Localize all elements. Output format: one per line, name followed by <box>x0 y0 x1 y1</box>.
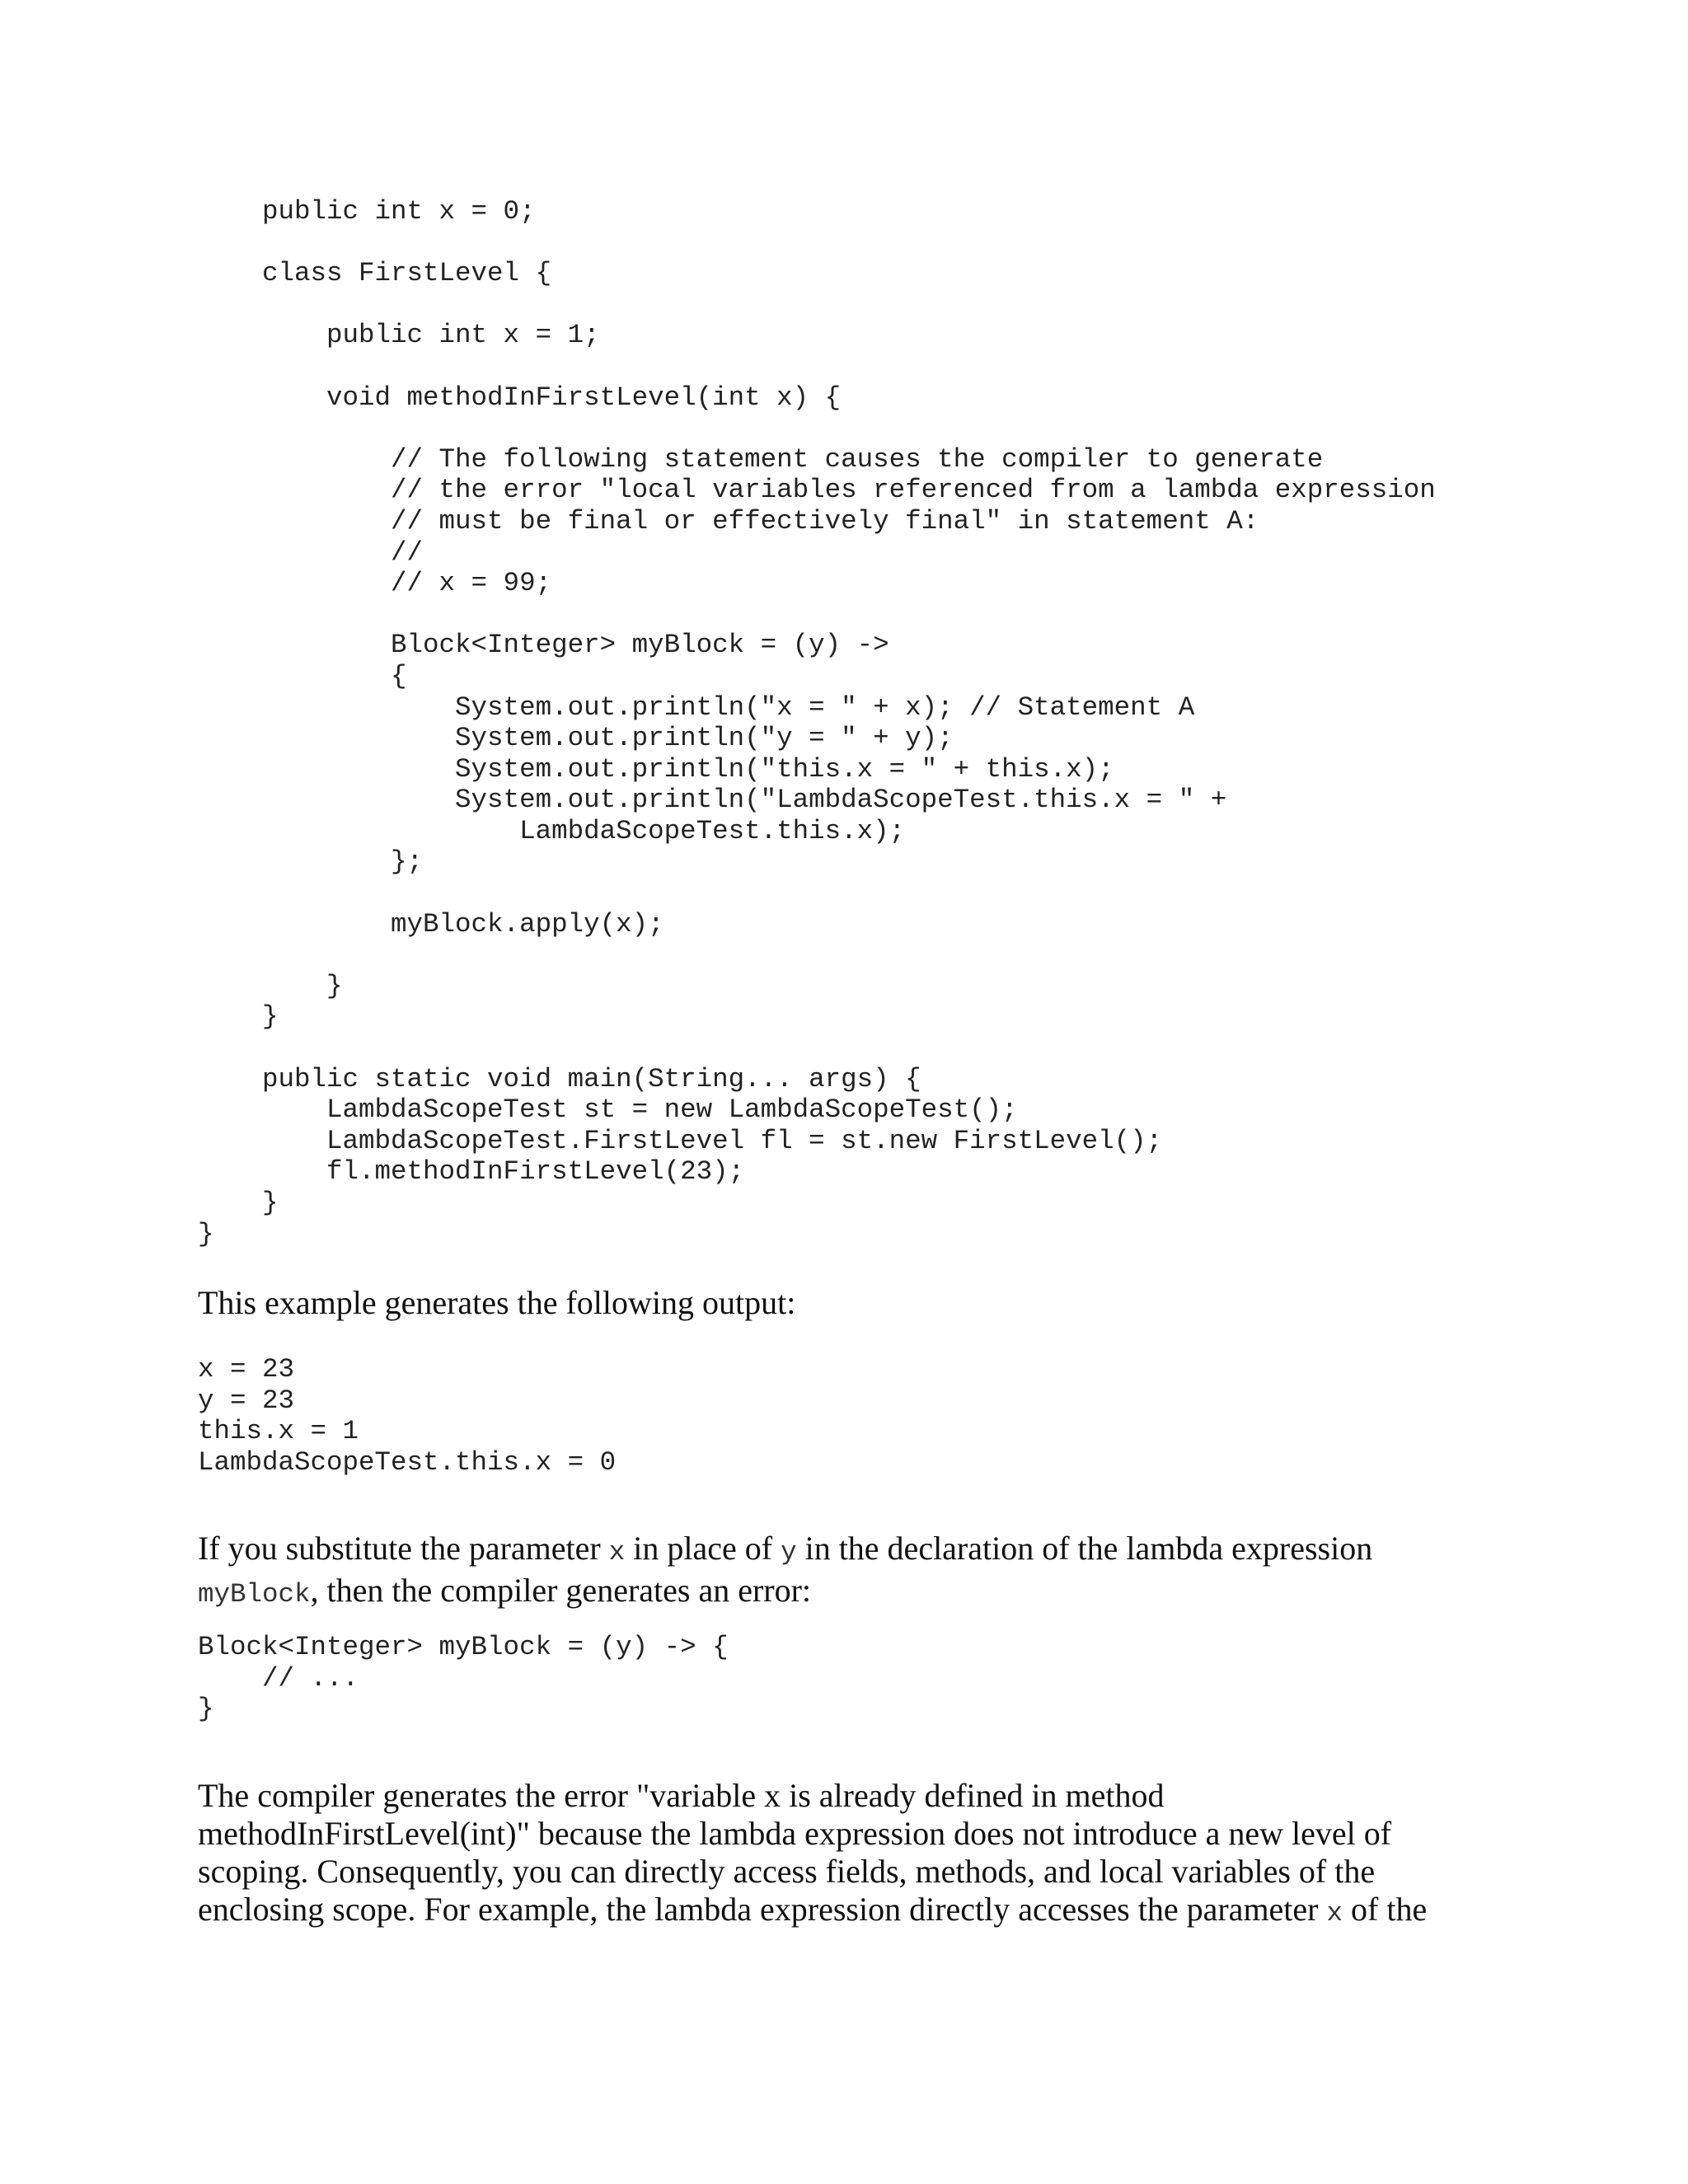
code-line <box>198 940 1436 971</box>
output-code <box>198 1354 616 1478</box>
code-line: } <box>198 1188 279 1218</box>
code-line: LambdaScopeTest.FirstLevel fl = st.new FirstLevel(); <box>198 1125 1163 1156</box>
code-line: myBlock.apply(x); <box>198 908 664 940</box>
error-example-code <box>198 1632 729 1725</box>
code-line: } <box>198 1001 279 1033</box>
code-line <box>198 227 1436 259</box>
inline-code: x <box>608 1537 626 1568</box>
code-line: System.out.println("this.x = " + this.x); <box>198 753 1114 785</box>
lambda-scope-code <box>198 196 1436 1249</box>
code-line: // must be final or effectively final" in statement A: <box>198 505 1259 537</box>
code-line: x = 23 <box>198 1354 295 1385</box>
code-line: } <box>198 1218 214 1249</box>
text-run: If you substitute the parameter <box>198 1530 609 1567</box>
code-line: Block<Integer> myBlock = (y) -> { <box>198 1632 729 1662</box>
code-line: // ... <box>198 1662 359 1694</box>
code-line: public int x = 1; <box>198 320 600 351</box>
code-line <box>198 351 1436 382</box>
inline-code: x <box>1326 1898 1343 1929</box>
code-line <box>198 289 1436 321</box>
code-line: Block<Integer> myBlock = (y) -> <box>198 630 889 661</box>
text-run: of the <box>1343 1891 1428 1928</box>
text-run: in the declaration of the lambda expression <box>796 1530 1373 1567</box>
code-line: { <box>198 660 407 691</box>
inline-code: y <box>781 1537 797 1568</box>
code-line: } <box>198 970 343 1001</box>
code-line: // the error "local variables referenced from a lambda expression <box>198 475 1436 506</box>
code-line: System.out.println("LambdaScopeTest.this.x = " + <box>198 785 1227 816</box>
substitute-paragraph <box>198 1530 1484 1614</box>
code-line: this.x = 1 <box>198 1416 359 1447</box>
code-line: public static void main(String... args) { <box>198 1063 921 1094</box>
code-line: fl.methodInFirstLevel(23); <box>198 1156 745 1188</box>
code-line: LambdaScopeTest.this.x); <box>198 815 906 846</box>
code-line: public int x = 0; <box>198 196 536 227</box>
code-line: LambdaScopeTest st = new LambdaScopeTest(); <box>198 1094 1018 1126</box>
code-line: class FirstLevel { <box>198 258 552 289</box>
code-line <box>198 599 1436 630</box>
code-line <box>198 878 1436 909</box>
code-line: LambdaScopeTest.this.x = 0 <box>198 1446 617 1478</box>
code-line: // The following statement causes the compiler to generate <box>198 443 1324 475</box>
compiler-error-paragraph <box>198 1777 1484 1933</box>
code-line: // x = 99; <box>198 568 552 599</box>
code-line: // <box>198 537 424 568</box>
text-run: The compiler generates the error "variable x is already defined in method methodInFirstLevel(int)" because the lambda expression does not introduce a new level of scoping. Consequently, you can directly access fields, methods, and local variables of the enclosing scope. For example, the lambda expression directly accesses the parameter <box>198 1777 1392 1928</box>
code-line: System.out.println("y = " + y); <box>198 723 954 754</box>
output-intro-paragraph: This example generates the following output: <box>198 1284 796 1321</box>
code-line: void methodInFirstLevel(int x) { <box>198 382 842 413</box>
inline-code: myBlock <box>198 1579 311 1610</box>
code-line: System.out.println("x = " + x); // Statement A <box>198 691 1195 723</box>
code-line: y = 23 <box>198 1385 295 1416</box>
text-run: in place of <box>625 1530 781 1567</box>
code-line: }; <box>198 846 424 878</box>
code-line <box>198 1033 1436 1064</box>
code-line: } <box>198 1694 214 1725</box>
code-line <box>198 413 1436 444</box>
text-run: , then the compiler generates an error: <box>310 1572 812 1609</box>
